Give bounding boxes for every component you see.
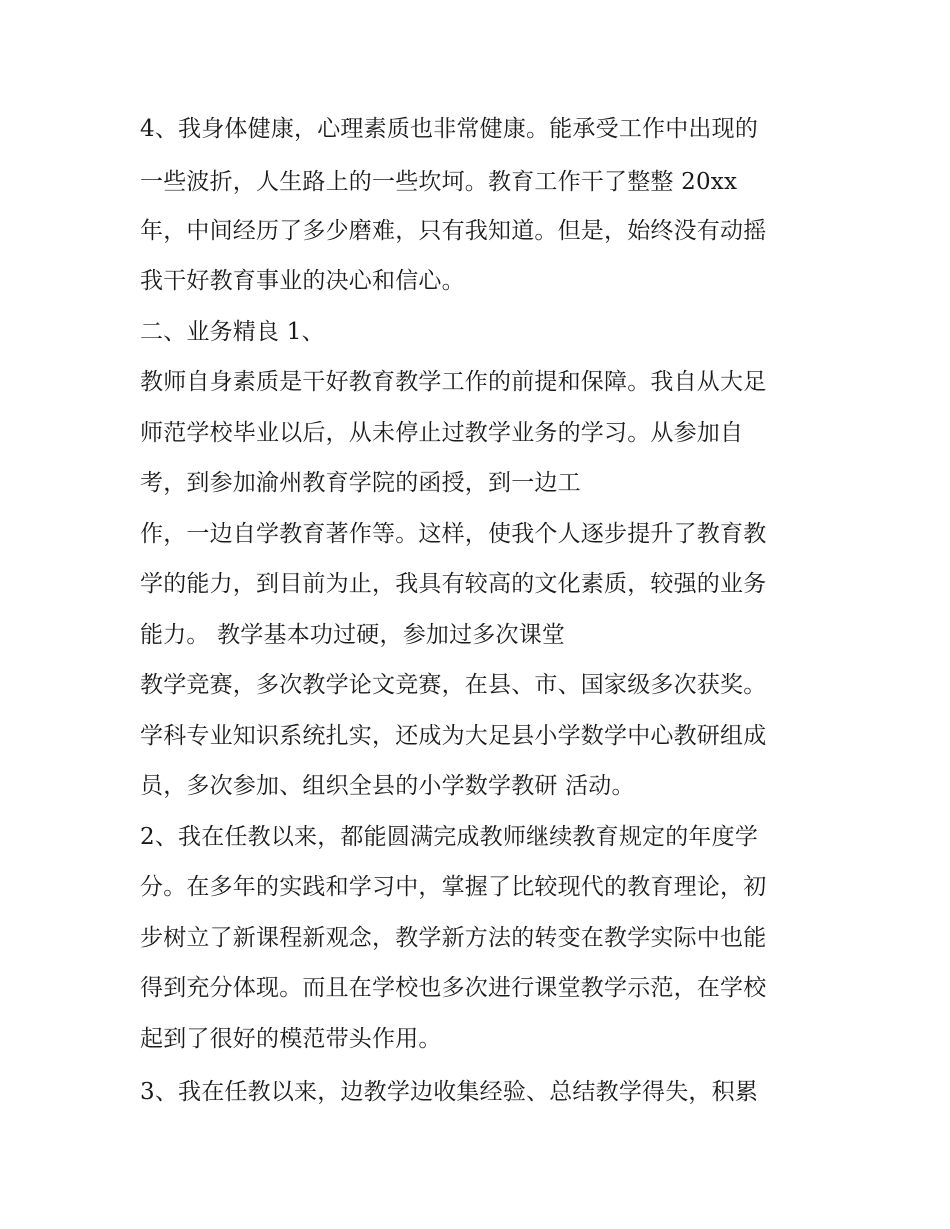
text-line: 年，中间经历了多少磨难，只有我知道。但是，始终没有动摇	[140, 218, 767, 244]
text-line: 2、我在任教以来，都能圆满完成教师继续教育规定的年度学	[140, 824, 759, 850]
text-line: 学的能力，到目前为止，我具有较高的文化素质，较强的业务	[140, 571, 767, 597]
text-line: 员，多次参加、组织全县的小学数学教研 活动。	[140, 773, 635, 799]
text-line: 教师自身素质是干好教育教学工作的前提和保障。我自从大足	[140, 369, 767, 395]
text-line: 考，到参加渝州教育学院的函授，到一边工	[140, 470, 581, 496]
section-heading: 二、业务精良 1、	[140, 319, 325, 345]
text-line: 得到充分体现。而且在学校也多次进行课堂教学示范，在学校	[140, 975, 767, 1001]
text-line: 教学竞赛，多次教学论文竞赛，在县、市、国家级多次获奖。	[140, 672, 767, 698]
text-line: 步树立了新课程新观念，教学新方法的转变在教学实际中也能	[140, 925, 767, 951]
text-line: 作，一边自学教育著作等。这样，使我个人逐步提升了教育教	[140, 521, 767, 547]
text-line: 师范学校毕业以后，从未停止过教学业务的学习。从参加自	[140, 420, 744, 446]
text-line: 分。在多年的实践和学习中，掌握了比较现代的教育理论，初	[140, 874, 767, 900]
text-line: 4、我身体健康，心理素质也非常健康。能承受工作中出现的	[140, 116, 759, 142]
text-line: 一些波折，人生路上的一些坎坷。教育工作干了整整 20xx	[140, 169, 738, 195]
text-line: 起到了很好的模范带头作用。	[140, 1026, 442, 1052]
text-line: 学科专业知识系统扎实，还成为大足县小学数学中心教研组成	[140, 723, 767, 749]
text-line: 我干好教育事业的决心和信心。	[140, 268, 465, 294]
text-line: 3、我在任教以来，边教学边收集经验、总结教学得失，积累	[140, 1079, 759, 1105]
text-line: 能力。 教学基本功过硬，参加过多次课堂	[140, 622, 566, 648]
